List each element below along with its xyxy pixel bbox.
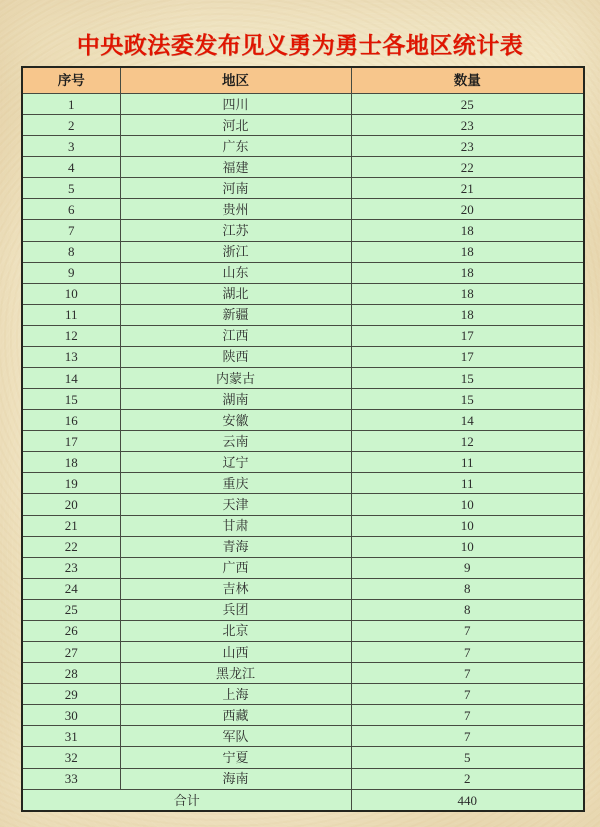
row-count-cell: 7 [351, 705, 584, 726]
row-index-cell: 28 [22, 663, 120, 684]
row-count-cell: 20 [351, 199, 584, 220]
row-index-cell: 11 [22, 304, 120, 325]
row-region-cell: 新疆 [120, 304, 351, 325]
table-row [22, 94, 584, 115]
row-region-cell: 福建 [120, 157, 351, 178]
row-count-cell: 7 [351, 663, 584, 684]
page-title: 中央政法委发布见义勇为勇士各地区统计表 [76, 33, 524, 58]
header-cell-region: 地区 [120, 67, 351, 94]
table-footer [22, 790, 584, 812]
row-index-cell: 19 [22, 473, 120, 494]
row-index-cell: 26 [22, 620, 120, 641]
row-count-cell: 2 [351, 768, 584, 790]
row-region-cell: 河南 [120, 178, 351, 199]
row-region-cell: 陕西 [120, 346, 351, 367]
table-body [22, 94, 584, 790]
table-row [22, 368, 584, 389]
table-row [22, 178, 584, 199]
table-row [22, 705, 584, 726]
row-index-cell: 24 [22, 578, 120, 599]
table-row [22, 620, 584, 641]
row-count-cell: 8 [351, 578, 584, 599]
row-count-cell: 11 [351, 452, 584, 473]
row-count-cell: 5 [351, 747, 584, 768]
row-count-cell: 18 [351, 283, 584, 304]
row-region-cell: 云南 [120, 431, 351, 452]
row-region-cell: 山东 [120, 262, 351, 283]
table-row [22, 304, 584, 325]
table-row [22, 115, 584, 136]
row-index-cell: 13 [22, 346, 120, 367]
row-region-cell: 浙江 [120, 241, 351, 262]
table-row [22, 684, 584, 705]
row-count-cell: 23 [351, 136, 584, 157]
row-index-cell: 25 [22, 599, 120, 620]
table-row [22, 768, 584, 790]
row-region-cell: 军队 [120, 726, 351, 747]
table-row [22, 262, 584, 283]
table-row [22, 389, 584, 410]
row-index-cell: 4 [22, 157, 120, 178]
table-row [22, 431, 584, 452]
table-row [22, 642, 584, 663]
row-index-cell: 15 [22, 389, 120, 410]
table-row [22, 199, 584, 220]
row-region-cell: 贵州 [120, 199, 351, 220]
row-count-cell: 23 [351, 115, 584, 136]
row-count-cell: 18 [351, 262, 584, 283]
row-count-cell: 18 [351, 241, 584, 262]
row-count-cell: 7 [351, 684, 584, 705]
row-index-cell: 7 [22, 220, 120, 241]
total-row [22, 790, 584, 812]
row-count-cell: 15 [351, 389, 584, 410]
header-row [22, 67, 584, 94]
row-count-cell: 8 [351, 599, 584, 620]
row-count-cell: 17 [351, 346, 584, 367]
total-label-cell: 合计 [22, 790, 351, 812]
table-row [22, 578, 584, 599]
row-count-cell: 14 [351, 410, 584, 431]
row-region-cell: 河北 [120, 115, 351, 136]
table-row [22, 473, 584, 494]
row-count-cell: 11 [351, 473, 584, 494]
row-region-cell: 内蒙古 [120, 368, 351, 389]
stats-table [21, 66, 585, 812]
table-row [22, 494, 584, 515]
header-cell-count: 数量 [351, 67, 584, 94]
row-region-cell: 北京 [120, 620, 351, 641]
row-region-cell: 广西 [120, 557, 351, 578]
row-region-cell: 湖北 [120, 283, 351, 304]
table-row [22, 747, 584, 768]
row-count-cell: 7 [351, 620, 584, 641]
row-region-cell: 湖南 [120, 389, 351, 410]
row-count-cell: 12 [351, 431, 584, 452]
header-cell-index: 序号 [22, 67, 120, 94]
row-count-cell: 10 [351, 494, 584, 515]
row-count-cell: 10 [351, 515, 584, 536]
row-index-cell: 1 [22, 94, 120, 115]
row-region-cell: 广东 [120, 136, 351, 157]
row-count-cell: 22 [351, 157, 584, 178]
table-row [22, 241, 584, 262]
row-count-cell: 25 [351, 94, 584, 115]
row-index-cell: 10 [22, 283, 120, 304]
row-count-cell: 7 [351, 642, 584, 663]
row-count-cell: 17 [351, 325, 584, 346]
row-index-cell: 22 [22, 536, 120, 557]
row-region-cell: 上海 [120, 684, 351, 705]
row-index-cell: 2 [22, 115, 120, 136]
row-index-cell: 27 [22, 642, 120, 663]
table-row [22, 515, 584, 536]
row-index-cell: 17 [22, 431, 120, 452]
row-region-cell: 江西 [120, 325, 351, 346]
row-index-cell: 32 [22, 747, 120, 768]
table-row [22, 346, 584, 367]
row-count-cell: 9 [351, 557, 584, 578]
row-region-cell: 重庆 [120, 473, 351, 494]
table-row [22, 536, 584, 557]
table-row [22, 663, 584, 684]
row-index-cell: 5 [22, 178, 120, 199]
row-region-cell: 青海 [120, 536, 351, 557]
row-index-cell: 31 [22, 726, 120, 747]
row-region-cell: 海南 [120, 768, 351, 790]
row-count-cell: 10 [351, 536, 584, 557]
table-row [22, 557, 584, 578]
row-index-cell: 29 [22, 684, 120, 705]
table-row [22, 726, 584, 747]
row-count-cell: 21 [351, 178, 584, 199]
table-row [22, 157, 584, 178]
row-index-cell: 16 [22, 410, 120, 431]
row-index-cell: 18 [22, 452, 120, 473]
row-region-cell: 江苏 [120, 220, 351, 241]
row-region-cell: 宁夏 [120, 747, 351, 768]
row-index-cell: 20 [22, 494, 120, 515]
row-count-cell: 7 [351, 726, 584, 747]
row-count-cell: 18 [351, 304, 584, 325]
row-region-cell: 黑龙江 [120, 663, 351, 684]
row-index-cell: 30 [22, 705, 120, 726]
table-row [22, 220, 584, 241]
row-region-cell: 甘肃 [120, 515, 351, 536]
table-row [22, 136, 584, 157]
table-row [22, 599, 584, 620]
row-count-cell: 18 [351, 220, 584, 241]
row-region-cell: 西藏 [120, 705, 351, 726]
row-region-cell: 吉林 [120, 578, 351, 599]
row-index-cell: 9 [22, 262, 120, 283]
row-region-cell: 四川 [120, 94, 351, 115]
row-index-cell: 12 [22, 325, 120, 346]
table-row [22, 410, 584, 431]
table-row [22, 452, 584, 473]
row-index-cell: 8 [22, 241, 120, 262]
row-region-cell: 兵团 [120, 599, 351, 620]
row-index-cell: 14 [22, 368, 120, 389]
row-index-cell: 21 [22, 515, 120, 536]
table-header [22, 67, 584, 94]
row-region-cell: 安徽 [120, 410, 351, 431]
row-index-cell: 33 [22, 768, 120, 790]
row-region-cell: 天津 [120, 494, 351, 515]
row-index-cell: 23 [22, 557, 120, 578]
table-row [22, 325, 584, 346]
row-region-cell: 辽宁 [120, 452, 351, 473]
table-row [22, 283, 584, 304]
row-index-cell: 3 [22, 136, 120, 157]
total-count-cell: 440 [351, 790, 584, 812]
row-region-cell: 山西 [120, 642, 351, 663]
row-index-cell: 6 [22, 199, 120, 220]
row-count-cell: 15 [351, 368, 584, 389]
